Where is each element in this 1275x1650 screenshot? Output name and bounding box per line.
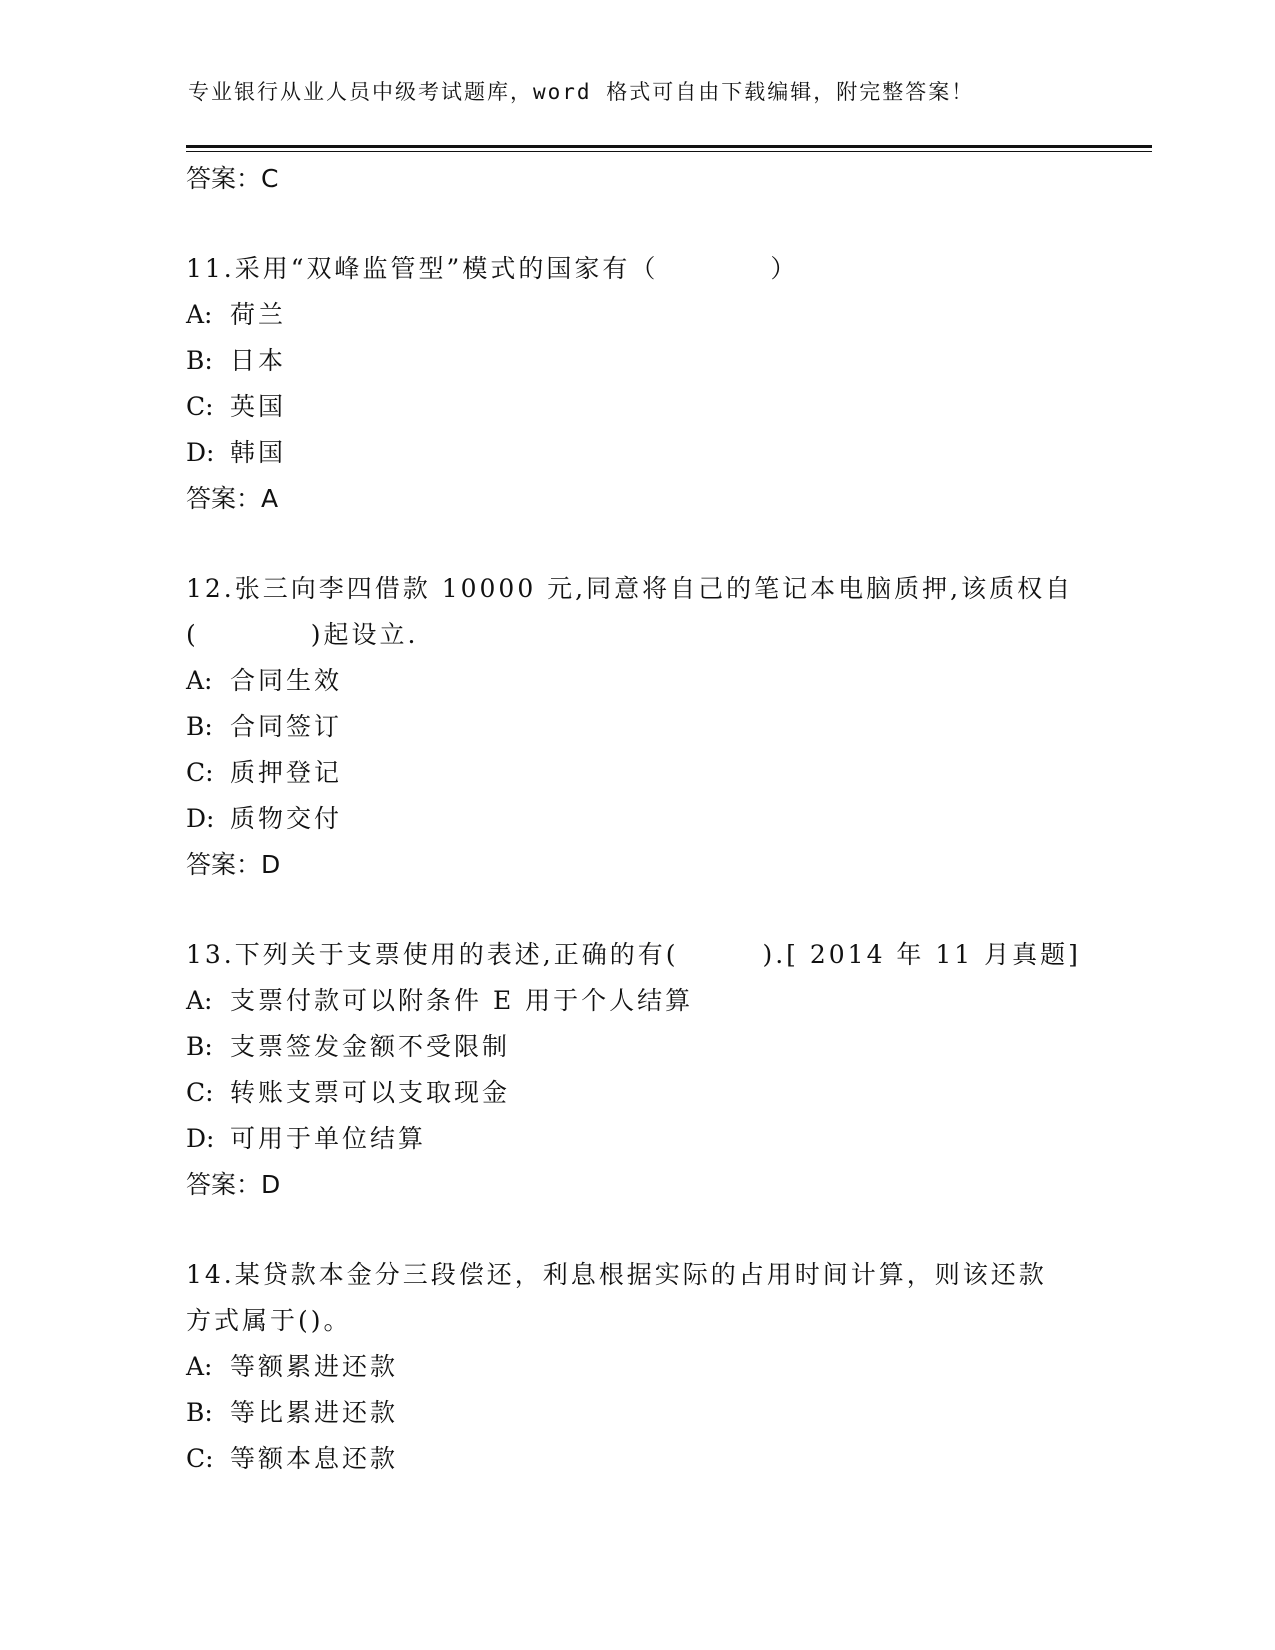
option-letter: B:: [186, 346, 213, 375]
question-stem-continued: ( )起设立.: [186, 620, 419, 649]
option-a: [186, 1344, 1086, 1390]
option-text: 支票付款可以附条件 E 用于个人结算: [230, 986, 694, 1015]
option-text: 日本: [230, 346, 287, 375]
question-11: [186, 246, 1086, 522]
option-letter: A:: [186, 300, 213, 329]
option-letter: C:: [186, 1444, 214, 1473]
question-stem-continued: 方式属于()。: [186, 1306, 352, 1335]
question-14: [186, 1252, 1086, 1482]
option-c: [186, 750, 1086, 796]
previous-answer: 答案：C: [186, 164, 279, 193]
question-stem: 11.采用“双峰监管型”模式的国家有（ ）: [186, 254, 799, 283]
option-letter: A:: [186, 986, 213, 1015]
option-letter: A:: [186, 666, 213, 695]
spacer: [186, 888, 1086, 932]
option-c: [186, 1070, 1086, 1116]
spacer: [186, 202, 1086, 246]
option-letter: B:: [186, 1398, 213, 1427]
option-b: [186, 1024, 1086, 1070]
option-letter: B:: [186, 1032, 213, 1061]
option-letter: C:: [186, 392, 214, 421]
option-b: [186, 1390, 1086, 1436]
question-stem: 13.下列关于支票使用的表述,正确的有( ).[ 2014 年 11 月真题]: [186, 940, 1081, 969]
option-text: 合同生效: [230, 666, 343, 695]
option-text: 等额本息还款: [230, 1444, 399, 1473]
question-13: [186, 932, 1086, 1208]
question-list: [186, 156, 1086, 1482]
header-rule-thin: [186, 151, 1152, 152]
option-b: [186, 338, 1086, 384]
question-stem: 14.某贷款本金分三段偿还，利息根据实际的占用时间计算，则该还款: [186, 1260, 1047, 1289]
option-text: 等比累进还款: [230, 1398, 399, 1427]
option-letter: C:: [186, 758, 214, 787]
spacer: [186, 1208, 1086, 1252]
option-c: [186, 1436, 1086, 1482]
option-text: 质物交付: [230, 804, 343, 833]
option-letter: C:: [186, 1078, 214, 1107]
option-text: 英国: [230, 392, 287, 421]
question-12: [186, 566, 1086, 888]
answer-line: 答案：D: [186, 1170, 281, 1199]
spacer: [186, 522, 1086, 566]
option-text: 合同签订: [230, 712, 343, 741]
option-text: 荷兰: [230, 300, 287, 329]
option-a: [186, 292, 1086, 338]
header-rule-thick: [186, 145, 1152, 148]
option-text: 质押登记: [230, 758, 343, 787]
option-letter: D:: [186, 438, 215, 467]
answer-line: 答案：A: [186, 484, 279, 513]
option-a: [186, 658, 1086, 704]
option-text: 韩国: [230, 438, 287, 467]
option-text: 支票签发金额不受限制: [230, 1032, 511, 1061]
question-stem: 12.张三向李四借款 10000 元,同意将自己的笔记本电脑质押,该质权自: [186, 574, 1074, 603]
option-d: [186, 430, 1086, 476]
page-header: 专业银行从业人员中级考试题库，word 格式可自由下载编辑，附完整答案！: [188, 80, 975, 104]
option-d: [186, 1116, 1086, 1162]
option-letter: D:: [186, 1124, 215, 1153]
option-text: 可用于单位结算: [230, 1124, 427, 1153]
option-b: [186, 704, 1086, 750]
option-letter: A:: [186, 1352, 213, 1381]
option-text: 转账支票可以支取现金: [230, 1078, 511, 1107]
option-d: [186, 796, 1086, 842]
option-letter: B:: [186, 712, 213, 741]
option-text: 等额累进还款: [230, 1352, 399, 1381]
option-letter: D:: [186, 804, 215, 833]
option-c: [186, 384, 1086, 430]
answer-line: 答案：D: [186, 850, 281, 879]
option-a: [186, 978, 1086, 1024]
